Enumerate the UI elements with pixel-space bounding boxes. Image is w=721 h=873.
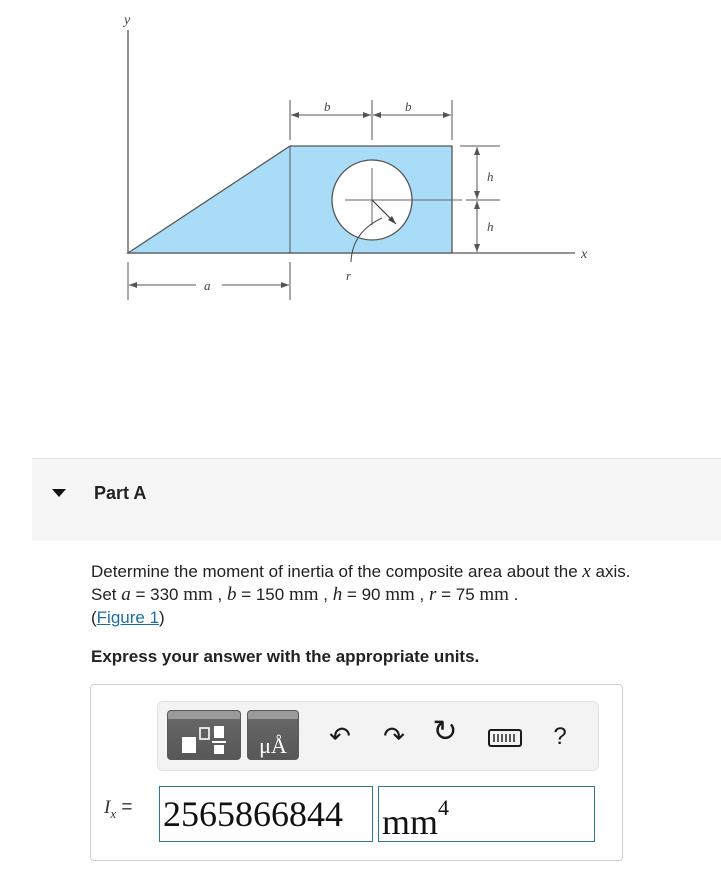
math-toolbar bbox=[157, 701, 599, 771]
figure-link[interactable]: Figure 1 bbox=[96, 608, 160, 627]
param-value-b: 150 bbox=[255, 585, 285, 604]
param-value-h: 90 bbox=[361, 585, 381, 604]
param-var-r: r bbox=[428, 584, 437, 605]
param-var-h: h bbox=[332, 584, 343, 605]
h-label-top: h bbox=[487, 169, 494, 184]
units-button[interactable] bbox=[247, 710, 299, 760]
templates-button[interactable] bbox=[167, 710, 241, 760]
x-axis-label: x bbox=[581, 247, 588, 262]
b-label-right: b bbox=[405, 99, 412, 114]
units-button-label: μÅ bbox=[259, 733, 287, 758]
undo-icon[interactable]: ↶ bbox=[329, 721, 351, 751]
question-line1: Determine the moment of inertia of the composite area about the bbox=[91, 562, 583, 581]
templates-icon bbox=[167, 710, 241, 760]
keyboard-icon[interactable] bbox=[488, 729, 522, 747]
part-a-header[interactable] bbox=[32, 458, 721, 541]
a-label: a bbox=[204, 278, 211, 293]
answer-box bbox=[90, 684, 623, 861]
h-label-bottom: h bbox=[487, 219, 494, 234]
unit-text: mm bbox=[382, 802, 439, 842]
question-text: Determine the moment of inertia of the composite area about the x axis. Set a = 330 mm , b = 150 mm , h = 90 mm , r = 75 mm . (Figure 1) bbox=[91, 560, 719, 629]
help-button[interactable]: ? bbox=[553, 723, 567, 750]
param-var-b: b bbox=[226, 584, 237, 605]
param-value-a: 330 bbox=[150, 585, 179, 604]
r-label: r bbox=[346, 268, 352, 283]
reset-icon[interactable]: ↻ bbox=[432, 715, 458, 748]
answer-value-input[interactable]: 2565866844 bbox=[159, 786, 373, 842]
param-value-r: 75 bbox=[455, 585, 475, 604]
parameter-line: Set a = 330 mm , b = 150 mm , h = 90 mm , r = 75 mm . bbox=[91, 584, 519, 605]
unit-exponent: 4 bbox=[438, 795, 450, 820]
instruction: Express your answer with the appropriate units. bbox=[91, 647, 480, 666]
y-axis-label: y bbox=[124, 13, 131, 28]
question-line1-end: axis. bbox=[590, 562, 631, 581]
param-var-a: a bbox=[121, 584, 131, 605]
part-title: Part A bbox=[94, 483, 147, 503]
collapse-caret-icon[interactable] bbox=[52, 489, 66, 497]
axis-variable: x bbox=[582, 561, 591, 582]
b-label-left: b bbox=[324, 99, 331, 114]
redo-icon[interactable]: ↷ bbox=[383, 721, 405, 751]
answer-unit-input[interactable] bbox=[378, 786, 595, 842]
answer-variable-label: $I_x$ = bbox=[104, 797, 133, 821]
